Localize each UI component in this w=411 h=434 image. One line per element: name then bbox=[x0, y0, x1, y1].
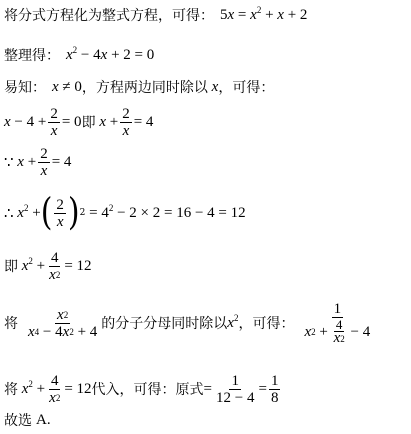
step-2-equation: $x^2 - 4x + 2 = 0$ bbox=[66, 44, 155, 63]
answer: A. bbox=[36, 411, 51, 428]
step-9-jiang: 将 bbox=[4, 382, 18, 398]
step-5: ∵ x + $\frac{2}{x}$ = 4 bbox=[4, 145, 72, 179]
step-3-text: 易知： bbox=[4, 80, 46, 96]
step-1 bbox=[4, 0, 307, 30]
step-7-ji: 即 bbox=[4, 259, 18, 275]
step-5-equation: x + bbox=[17, 153, 37, 170]
therefore-symbol: ∴ bbox=[4, 205, 14, 222]
step-4-equation-b: x + bbox=[99, 113, 119, 130]
fraction-2-over-x: $\frac{2}{x}$ bbox=[50, 105, 58, 139]
step-6-equation: = $4^2 - 2 \times 2 = 16 - 4 = 12$ bbox=[85, 202, 246, 221]
step-2 bbox=[4, 40, 154, 70]
step-3-text-2: ，方程两边同时除以 bbox=[81, 80, 208, 96]
step-4: x − 4 + $\frac{2}{x}$ = 0 即 x + $\frac{2}{x}$ = 4 bbox=[4, 105, 154, 139]
step-6: ∴ $x^2$ + ( $\frac{2}{x}$ ) 2 = $4^2 - 2 \times 2 = 16 - 4 = 12$ bbox=[4, 190, 246, 235]
fraction-1-over-12-minus-4: $\frac{1}{12 - 4}$ bbox=[216, 372, 255, 406]
fraction-4-over-x2: 4 x 2 bbox=[49, 249, 61, 283]
fraction-2-over-x-c: $\frac{2}{x}$ bbox=[40, 145, 48, 179]
step-4-equation-a: x − 4 + bbox=[4, 113, 47, 130]
step-9-text: 代入，可得：原式 bbox=[91, 382, 204, 398]
step-3-text-3: ，可得： bbox=[218, 80, 275, 96]
step-8-jiang: 将 bbox=[4, 316, 18, 332]
fraction-1-over-8: $\frac{1}{8}$ bbox=[270, 372, 279, 406]
fraction-4-over-x2-b: 4 x 2 bbox=[49, 372, 61, 406]
step-8-text: 的分子分母同时除以 bbox=[101, 316, 228, 332]
step-7: 即 $x^2$ + 4 x 2 = 12 bbox=[4, 249, 92, 283]
step-8-text-2: ，可得： bbox=[238, 316, 295, 332]
step-3-condition: x ≠ 0 bbox=[52, 78, 82, 95]
fraction-simplified: 1 x 2 + 4 x 2 − 4 bbox=[304, 301, 371, 346]
fraction-original-expression: x 2 x 4 − 4 x 2 + 4 bbox=[28, 306, 98, 340]
step-10-text: 故选 bbox=[4, 413, 32, 429]
step-3-variable: x bbox=[207, 78, 219, 95]
step-1-equation: $5x = x^2 + x + 2$ bbox=[220, 4, 308, 23]
step-10 bbox=[4, 408, 51, 432]
fraction-2-over-x-b: $\frac{2}{x}$ bbox=[122, 105, 130, 139]
step-8: 将 x 2 x 4 − 4 x 2 + 4 的分子分母同时除以 $x^2$ ，可得： 1 x 2 + 4 x 2 − 4 bbox=[4, 301, 371, 346]
because-symbol: ∵ bbox=[4, 154, 14, 171]
step-3 bbox=[4, 72, 274, 102]
step-1-text: 将分式方程化为整式方程，可得： bbox=[4, 8, 214, 24]
step-4-ji: 即 bbox=[81, 115, 96, 131]
fraction-2-over-x-squared: $\frac{2}{x}$ bbox=[56, 196, 64, 230]
step-2-text: 整理得： bbox=[4, 48, 60, 64]
step-9: 将 $x^2$ + 4 x 2 = 12 代入，可得：原式 = $\frac{1}{12 - 4}$ = $\frac{1}{8}$ bbox=[4, 372, 279, 406]
